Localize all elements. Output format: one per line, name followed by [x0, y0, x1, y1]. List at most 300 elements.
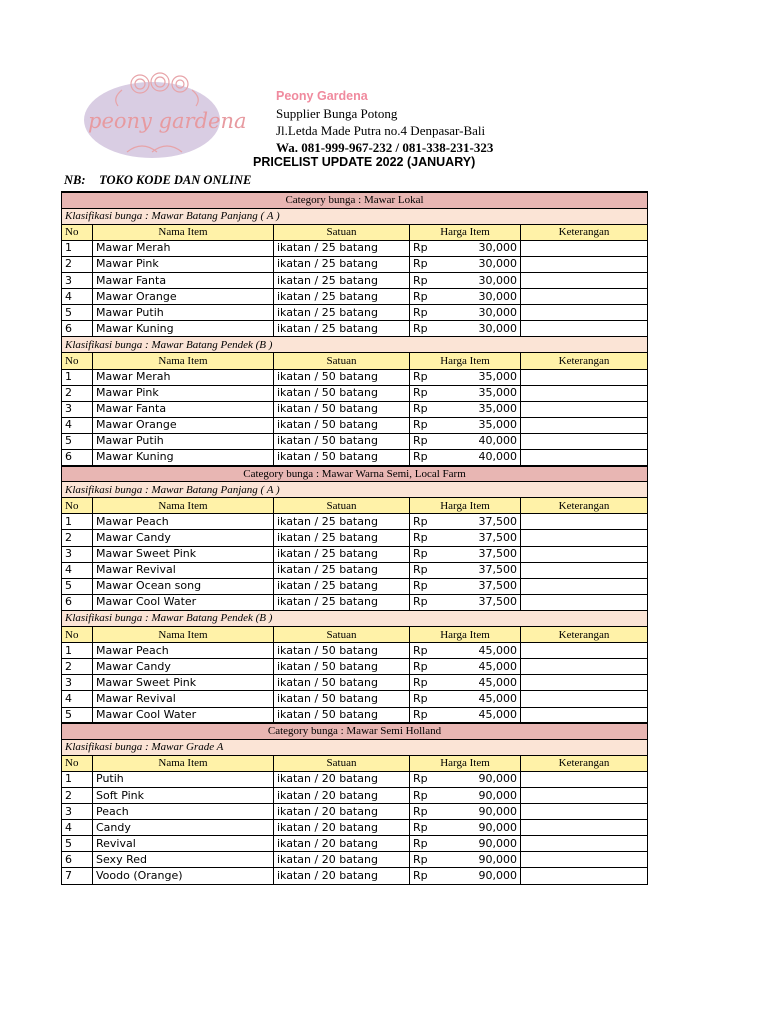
currency-label: Rp: [413, 788, 428, 802]
item-price: 90,000: [478, 836, 517, 850]
item-price-cell: [410, 240, 521, 256]
item-price: 90,000: [478, 804, 517, 818]
item-name: Revival: [93, 836, 274, 852]
currency-label: Rp: [413, 868, 428, 882]
klasifikasi-row: [62, 610, 648, 626]
klasifikasi-row: [62, 208, 648, 224]
header-harga-item: Harga Item: [410, 498, 521, 514]
item-name: Mawar Kuning: [93, 450, 274, 466]
item-price: 90,000: [478, 868, 517, 882]
header-satuan: Satuan: [274, 755, 410, 771]
category-row: [62, 192, 648, 208]
klasifikasi-title: Klasifikasi bunga : Mawar Batang Panjang ( A ): [62, 482, 648, 498]
item-name: Mawar Candy: [93, 659, 274, 675]
item-no: 5: [62, 836, 93, 852]
header-no: No: [62, 224, 93, 240]
table-row: [62, 659, 648, 675]
item-price-cell: [410, 659, 521, 675]
table-row: [62, 594, 648, 610]
item-unit: ikatan / 25 batang: [274, 594, 410, 610]
price-wrap: [413, 402, 517, 416]
item-note: [521, 433, 648, 449]
price-wrap: [413, 644, 517, 658]
item-no: 4: [62, 417, 93, 433]
item-note: [521, 289, 648, 305]
item-unit: ikatan / 25 batang: [274, 562, 410, 578]
item-price-cell: [410, 594, 521, 610]
currency-label: Rp: [413, 434, 428, 448]
item-unit: ikatan / 20 batang: [274, 771, 410, 787]
currency-label: Rp: [413, 370, 428, 384]
column-header-row: [62, 627, 648, 643]
item-unit: ikatan / 20 batang: [274, 820, 410, 836]
item-note: [521, 514, 648, 530]
item-no: 3: [62, 272, 93, 288]
header-keterangan: Keterangan: [521, 755, 648, 771]
table-row: [62, 691, 648, 707]
table-row: [62, 433, 648, 449]
category-title: Category bunga : Mawar Lokal: [62, 192, 648, 208]
item-price-cell: [410, 321, 521, 337]
price-wrap: [413, 418, 517, 432]
header-nama-item: Nama Item: [93, 353, 274, 369]
header-satuan: Satuan: [274, 353, 410, 369]
item-note: [521, 562, 648, 578]
item-no: 4: [62, 562, 93, 578]
item-no: 4: [62, 289, 93, 305]
item-note: [521, 820, 648, 836]
table-row: [62, 546, 648, 562]
item-name: Sexy Red: [93, 852, 274, 868]
item-name: Mawar Merah: [93, 369, 274, 385]
item-no: 5: [62, 305, 93, 321]
peony-gardena-logo: [82, 70, 252, 160]
table-row: [62, 305, 648, 321]
currency-label: Rp: [413, 514, 428, 528]
item-name: Mawar Cool Water: [93, 707, 274, 723]
item-note: [521, 868, 648, 884]
item-price-cell: [410, 804, 521, 820]
item-unit: ikatan / 50 batang: [274, 369, 410, 385]
currency-label: Rp: [413, 772, 428, 786]
item-no: 2: [62, 530, 93, 546]
item-name: Mawar Sweet Pink: [93, 675, 274, 691]
price-wrap: [413, 805, 517, 819]
price-wrap: [413, 241, 517, 255]
item-no: 2: [62, 659, 93, 675]
price-wrap: [413, 274, 517, 288]
item-price: 90,000: [478, 772, 517, 786]
item-unit: ikatan / 25 batang: [274, 240, 410, 256]
item-note: [521, 546, 648, 562]
item-price-cell: [410, 787, 521, 803]
item-no: 1: [62, 514, 93, 530]
currency-label: Rp: [413, 804, 428, 818]
item-note: [521, 321, 648, 337]
item-price: 30,000: [478, 321, 517, 335]
currency-label: Rp: [413, 386, 428, 400]
table-row: [62, 852, 648, 868]
item-price-cell: [410, 852, 521, 868]
item-no: 3: [62, 546, 93, 562]
currency-label: Rp: [413, 675, 428, 689]
item-name: Mawar Fanta: [93, 272, 274, 288]
item-no: 4: [62, 820, 93, 836]
column-header-row: [62, 498, 648, 514]
item-name: Mawar Orange: [93, 289, 274, 305]
currency-label: Rp: [413, 579, 428, 593]
price-wrap: [413, 660, 517, 674]
category-row: [62, 466, 648, 482]
item-note: [521, 852, 648, 868]
item-price-cell: [410, 272, 521, 288]
currency-label: Rp: [413, 450, 428, 464]
price-wrap: [413, 821, 517, 835]
table-row: [62, 417, 648, 433]
header-keterangan: Keterangan: [521, 627, 648, 643]
item-no: 7: [62, 868, 93, 884]
item-price: 30,000: [478, 257, 517, 271]
item-no: 6: [62, 852, 93, 868]
price-wrap: [413, 322, 517, 336]
table-row: [62, 868, 648, 884]
item-no: 5: [62, 433, 93, 449]
item-price: 90,000: [478, 820, 517, 834]
item-note: [521, 369, 648, 385]
currency-label: Rp: [413, 402, 428, 416]
currency-label: Rp: [413, 691, 428, 705]
item-price: 35,000: [478, 402, 517, 416]
item-unit: ikatan / 25 batang: [274, 578, 410, 594]
currency-label: Rp: [413, 321, 428, 335]
item-no: 3: [62, 804, 93, 820]
item-note: [521, 691, 648, 707]
table-row: [62, 401, 648, 417]
item-no: 1: [62, 240, 93, 256]
table-row: [62, 643, 648, 659]
company-tagline: Supplier Bunga Potong: [276, 106, 398, 121]
item-note: [521, 401, 648, 417]
table-row: [62, 450, 648, 466]
currency-label: Rp: [413, 852, 428, 866]
item-name: Peach: [93, 804, 274, 820]
item-unit: ikatan / 25 batang: [274, 272, 410, 288]
klasifikasi-row: [62, 337, 648, 353]
item-unit: ikatan / 50 batang: [274, 643, 410, 659]
item-price: 30,000: [478, 289, 517, 303]
company-name: Peony Gardena: [276, 89, 368, 103]
item-note: [521, 530, 648, 546]
klasifikasi-row: [62, 739, 648, 755]
item-name: Mawar Putih: [93, 305, 274, 321]
table-row: [62, 578, 648, 594]
item-unit: ikatan / 20 batang: [274, 868, 410, 884]
item-note: [521, 659, 648, 675]
item-no: 6: [62, 450, 93, 466]
item-price: 90,000: [478, 852, 517, 866]
item-price-cell: [410, 530, 521, 546]
header-keterangan: Keterangan: [521, 353, 648, 369]
item-name: Mawar Candy: [93, 530, 274, 546]
item-no: 3: [62, 675, 93, 691]
currency-label: Rp: [413, 820, 428, 834]
header-nama-item: Nama Item: [93, 755, 274, 771]
currency-label: Rp: [413, 305, 428, 319]
currency-label: Rp: [413, 241, 428, 255]
item-price-cell: [410, 305, 521, 321]
currency-label: Rp: [413, 273, 428, 287]
header-satuan: Satuan: [274, 627, 410, 643]
item-price: 35,000: [478, 418, 517, 432]
item-price-cell: [410, 836, 521, 852]
item-note: [521, 578, 648, 594]
price-wrap: [413, 434, 517, 448]
item-price-cell: [410, 691, 521, 707]
header-no: No: [62, 353, 93, 369]
item-no: 6: [62, 321, 93, 337]
item-name: Mawar Merah: [93, 240, 274, 256]
item-note: [521, 771, 648, 787]
header-keterangan: Keterangan: [521, 498, 648, 514]
price-wrap: [413, 386, 517, 400]
item-note: [521, 594, 648, 610]
item-price: 37,500: [478, 547, 517, 561]
item-unit: ikatan / 25 batang: [274, 305, 410, 321]
item-no: 3: [62, 401, 93, 417]
item-note: [521, 305, 648, 321]
category-title: Category bunga : Mawar Warna Semi, Local Farm: [62, 466, 648, 482]
klasifikasi-title: Klasifikasi bunga : Mawar Grade A: [62, 739, 648, 755]
price-wrap: [413, 290, 517, 304]
item-price-cell: [410, 643, 521, 659]
pricelist-title: PRICELIST UPDATE 2022 (JANUARY): [253, 155, 476, 169]
item-price-cell: [410, 385, 521, 401]
table-row: [62, 385, 648, 401]
item-unit: ikatan / 20 batang: [274, 836, 410, 852]
price-wrap: [413, 579, 517, 593]
item-price: 45,000: [478, 659, 517, 673]
price-wrap: [413, 531, 517, 545]
item-price-cell: [410, 401, 521, 417]
currency-label: Rp: [413, 643, 428, 657]
table-row: [62, 369, 648, 385]
table-row: [62, 530, 648, 546]
header-no: No: [62, 755, 93, 771]
item-unit: ikatan / 25 batang: [274, 256, 410, 272]
item-price-cell: [410, 562, 521, 578]
item-name: Putih: [93, 771, 274, 787]
price-wrap: [413, 853, 517, 867]
currency-label: Rp: [413, 531, 428, 545]
item-price-cell: [410, 546, 521, 562]
item-no: 2: [62, 385, 93, 401]
header-harga-item: Harga Item: [410, 627, 521, 643]
table-row: [62, 771, 648, 787]
item-no: 2: [62, 256, 93, 272]
price-wrap: [413, 563, 517, 577]
table-row: [62, 289, 648, 305]
item-price: 35,000: [478, 370, 517, 384]
item-no: 2: [62, 787, 93, 803]
item-note: [521, 675, 648, 691]
price-wrap: [413, 692, 517, 706]
item-name: Mawar Sweet Pink: [93, 546, 274, 562]
item-note: [521, 417, 648, 433]
item-price-cell: [410, 450, 521, 466]
header-satuan: Satuan: [274, 498, 410, 514]
price-wrap: [413, 257, 517, 271]
currency-label: Rp: [413, 563, 428, 577]
header-harga-item: Harga Item: [410, 224, 521, 240]
item-no: 1: [62, 369, 93, 385]
svg-text:peony gardena: peony gardena: [88, 109, 247, 133]
item-no: 5: [62, 707, 93, 723]
table-row: [62, 256, 648, 272]
header-no: No: [62, 498, 93, 514]
nb-text: TOKO KODE DAN ONLINE: [99, 173, 252, 187]
table-row: [62, 240, 648, 256]
item-note: [521, 804, 648, 820]
currency-label: Rp: [413, 547, 428, 561]
item-unit: ikatan / 25 batang: [274, 530, 410, 546]
item-price: 45,000: [478, 707, 517, 721]
currency-label: Rp: [413, 289, 428, 303]
item-price-cell: [410, 868, 521, 884]
item-price: 37,500: [478, 531, 517, 545]
item-no: 1: [62, 771, 93, 787]
item-price: 45,000: [478, 675, 517, 689]
klasifikasi-title: Klasifikasi bunga : Mawar Batang Pendek (B ): [62, 337, 648, 353]
item-price: 40,000: [478, 434, 517, 448]
currency-label: Rp: [413, 659, 428, 673]
item-price-cell: [410, 820, 521, 836]
item-note: [521, 385, 648, 401]
item-price: 37,500: [478, 563, 517, 577]
currency-label: Rp: [413, 418, 428, 432]
price-wrap: [413, 595, 517, 609]
item-price: 30,000: [478, 241, 517, 255]
item-unit: ikatan / 25 batang: [274, 546, 410, 562]
table-row: [62, 514, 648, 530]
item-unit: ikatan / 50 batang: [274, 659, 410, 675]
item-price: 35,000: [478, 386, 517, 400]
item-note: [521, 272, 648, 288]
currency-label: Rp: [413, 707, 428, 721]
klasifikasi-title: Klasifikasi bunga : Mawar Batang Panjang ( A ): [62, 208, 648, 224]
nb-note: [64, 173, 251, 188]
nb-label: NB:: [64, 173, 86, 187]
item-unit: ikatan / 20 batang: [274, 804, 410, 820]
table-row: [62, 820, 648, 836]
item-no: 5: [62, 578, 93, 594]
company-address: Jl.Letda Made Putra no.4 Denpasar-Bali: [276, 123, 486, 138]
item-name: Mawar Orange: [93, 417, 274, 433]
table-row: [62, 707, 648, 723]
price-wrap: [413, 772, 517, 786]
item-unit: ikatan / 20 batang: [274, 787, 410, 803]
item-note: [521, 256, 648, 272]
item-price-cell: [410, 675, 521, 691]
item-name: Soft Pink: [93, 787, 274, 803]
price-wrap: [413, 708, 517, 722]
category-title: Category bunga : Mawar Semi Holland: [62, 723, 648, 739]
column-header-row: [62, 353, 648, 369]
item-note: [521, 707, 648, 723]
item-no: 6: [62, 594, 93, 610]
item-price-cell: [410, 771, 521, 787]
item-price: 40,000: [478, 450, 517, 464]
item-price-cell: [410, 289, 521, 305]
currency-label: Rp: [413, 257, 428, 271]
table-row: [62, 321, 648, 337]
column-header-row: [62, 755, 648, 771]
table-row: [62, 675, 648, 691]
item-price: 45,000: [478, 643, 517, 657]
price-wrap: [413, 370, 517, 384]
header-no: No: [62, 627, 93, 643]
column-header-row: [62, 224, 648, 240]
item-unit: ikatan / 50 batang: [274, 417, 410, 433]
item-price-cell: [410, 433, 521, 449]
item-unit: ikatan / 25 batang: [274, 514, 410, 530]
klasifikasi-row: [62, 482, 648, 498]
item-unit: ikatan / 25 batang: [274, 321, 410, 337]
item-unit: ikatan / 50 batang: [274, 675, 410, 691]
item-unit: ikatan / 50 batang: [274, 450, 410, 466]
klasifikasi-title: Klasifikasi bunga : Mawar Batang Pendek (B ): [62, 610, 648, 626]
item-price-cell: [410, 369, 521, 385]
price-wrap: [413, 869, 517, 883]
category-row: [62, 723, 648, 739]
item-price-cell: [410, 417, 521, 433]
item-name: Mawar Revival: [93, 562, 274, 578]
price-wrap: [413, 306, 517, 320]
company-phone: Wa. 081-999-967-232 / 081-338-231-323: [276, 140, 494, 155]
price-wrap: [413, 450, 517, 464]
currency-label: Rp: [413, 595, 428, 609]
price-wrap: [413, 676, 517, 690]
header-satuan: Satuan: [274, 224, 410, 240]
item-name: Candy: [93, 820, 274, 836]
item-note: [521, 240, 648, 256]
item-unit: ikatan / 50 batang: [274, 385, 410, 401]
price-wrap: [413, 547, 517, 561]
item-note: [521, 643, 648, 659]
item-unit: ikatan / 20 batang: [274, 852, 410, 868]
currency-label: Rp: [413, 836, 428, 850]
header-nama-item: Nama Item: [93, 224, 274, 240]
item-unit: ikatan / 50 batang: [274, 433, 410, 449]
item-note: [521, 787, 648, 803]
header-keterangan: Keterangan: [521, 224, 648, 240]
header-nama-item: Nama Item: [93, 498, 274, 514]
header-harga-item: Harga Item: [410, 353, 521, 369]
item-price: 37,500: [478, 595, 517, 609]
price-wrap: [413, 515, 517, 529]
item-name: Mawar Pink: [93, 385, 274, 401]
price-wrap: [413, 837, 517, 851]
company-info: [276, 88, 493, 156]
item-price: 90,000: [478, 788, 517, 802]
item-name: Mawar Peach: [93, 514, 274, 530]
item-price-cell: [410, 707, 521, 723]
item-price-cell: [410, 578, 521, 594]
item-no: 4: [62, 691, 93, 707]
item-unit: ikatan / 25 batang: [274, 289, 410, 305]
price-wrap: [413, 789, 517, 803]
item-price: 37,500: [478, 579, 517, 593]
item-price: 45,000: [478, 691, 517, 705]
